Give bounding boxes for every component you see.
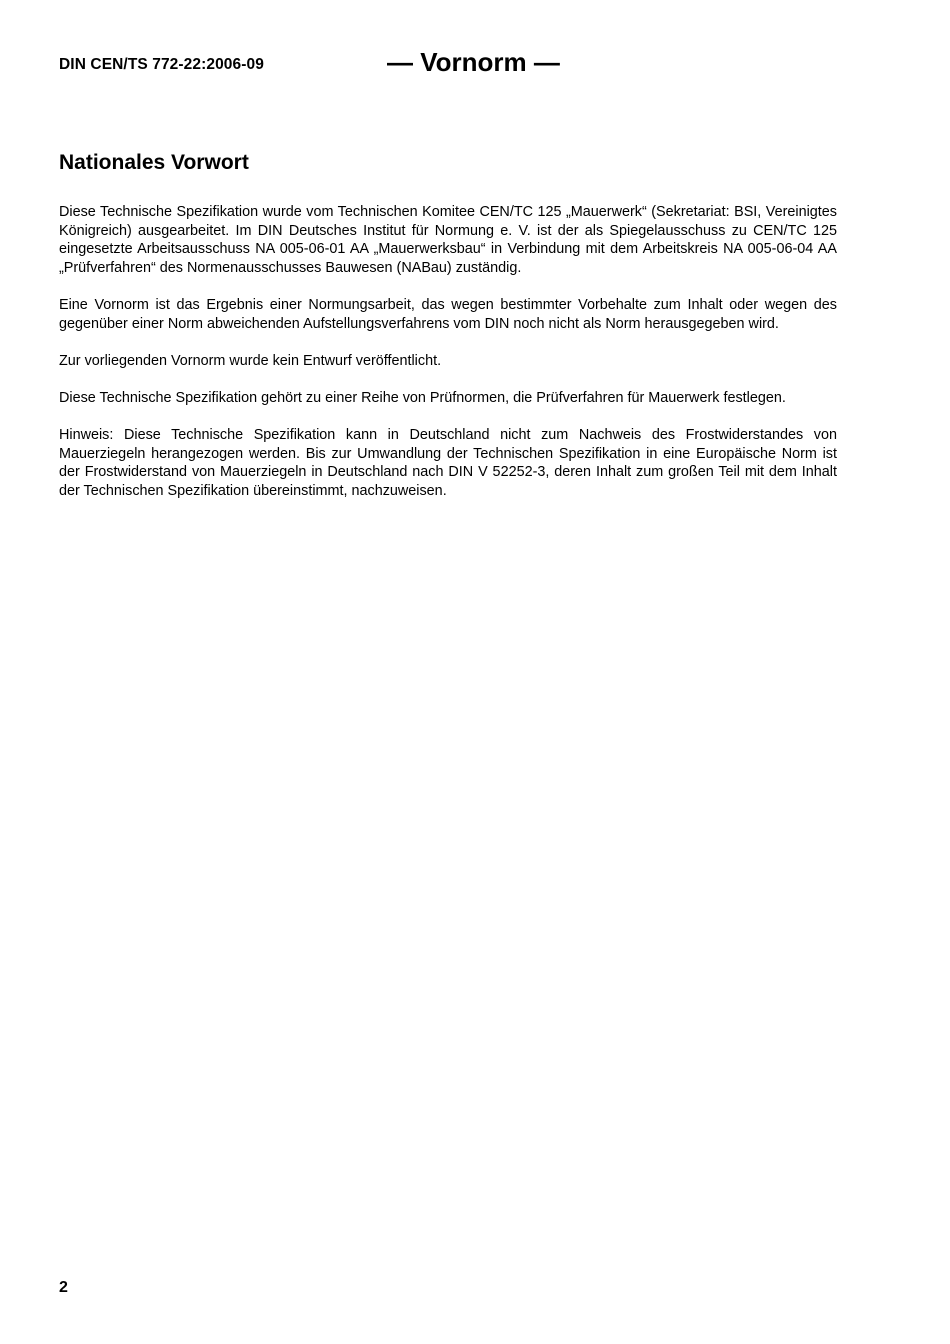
paragraph: Diese Technische Spezifikation gehört zu einer Reihe von Prüfnormen, die Prüfverfahren für Mauerwerk festlegen. — [59, 389, 786, 406]
paragraph: Zur vorliegenden Vornorm wurde kein Entwurf veröffentlicht. — [59, 352, 442, 369]
paragraph: Eine Vornorm ist das Ergebnis einer Normungsarbeit, das wegen bestimmter Vorbehalte zum Inhalt oder wegen des gegenüber einer Norm abweichenden Aufstellungsverfahrens vom DIN noch nicht als Norm herausgegeben wird. — [59, 296, 837, 332]
body-text — [59, 203, 837, 519]
section-title: Nationales Vorwort — [59, 151, 249, 174]
document-status: — Vornorm — — [387, 47, 560, 77]
page-number: 2 — [59, 1279, 68, 1296]
paragraph: Diese Technische Spezifikation wurde vom Technischen Komitee CEN/TC 125 „Mauerwerk“ (Sekretariat: BSI, Vereinigtes Königreich) ausgearbeitet. Im DIN Deutsches Institut für Normung e. V. ist der als Spiegelausschuss zu CEN/TC 125 eingesetzte Arbeitsausschuss NA 005-06-01 AA „Mauerwerksbau“ in Verbindung mit dem Arbeitskreis NA 005-06-04 AA „Prüfverfahren“ des Normenausschusses Bauwesen (NABau) zuständig. — [59, 204, 837, 276]
document-id: DIN CEN/TS 772-22:2006-09 — [59, 56, 264, 73]
paragraph: Hinweis: Diese Technische Spezifikation kann in Deutschland nicht zum Nachweis des Frostwiderstandes von Mauerziegeln herangezogen werden. Bis zur Umwandlung der Technischen Spezifikation in eine Europäische Norm ist der Frostwiderstand von Mauerziegeln in Deutschland nach DIN V 52252-3, deren Inhalt zum großen Teil mit dem Inhalt der Technischen Spezifikation übereinstimmt, nachzuweisen. — [59, 427, 837, 499]
